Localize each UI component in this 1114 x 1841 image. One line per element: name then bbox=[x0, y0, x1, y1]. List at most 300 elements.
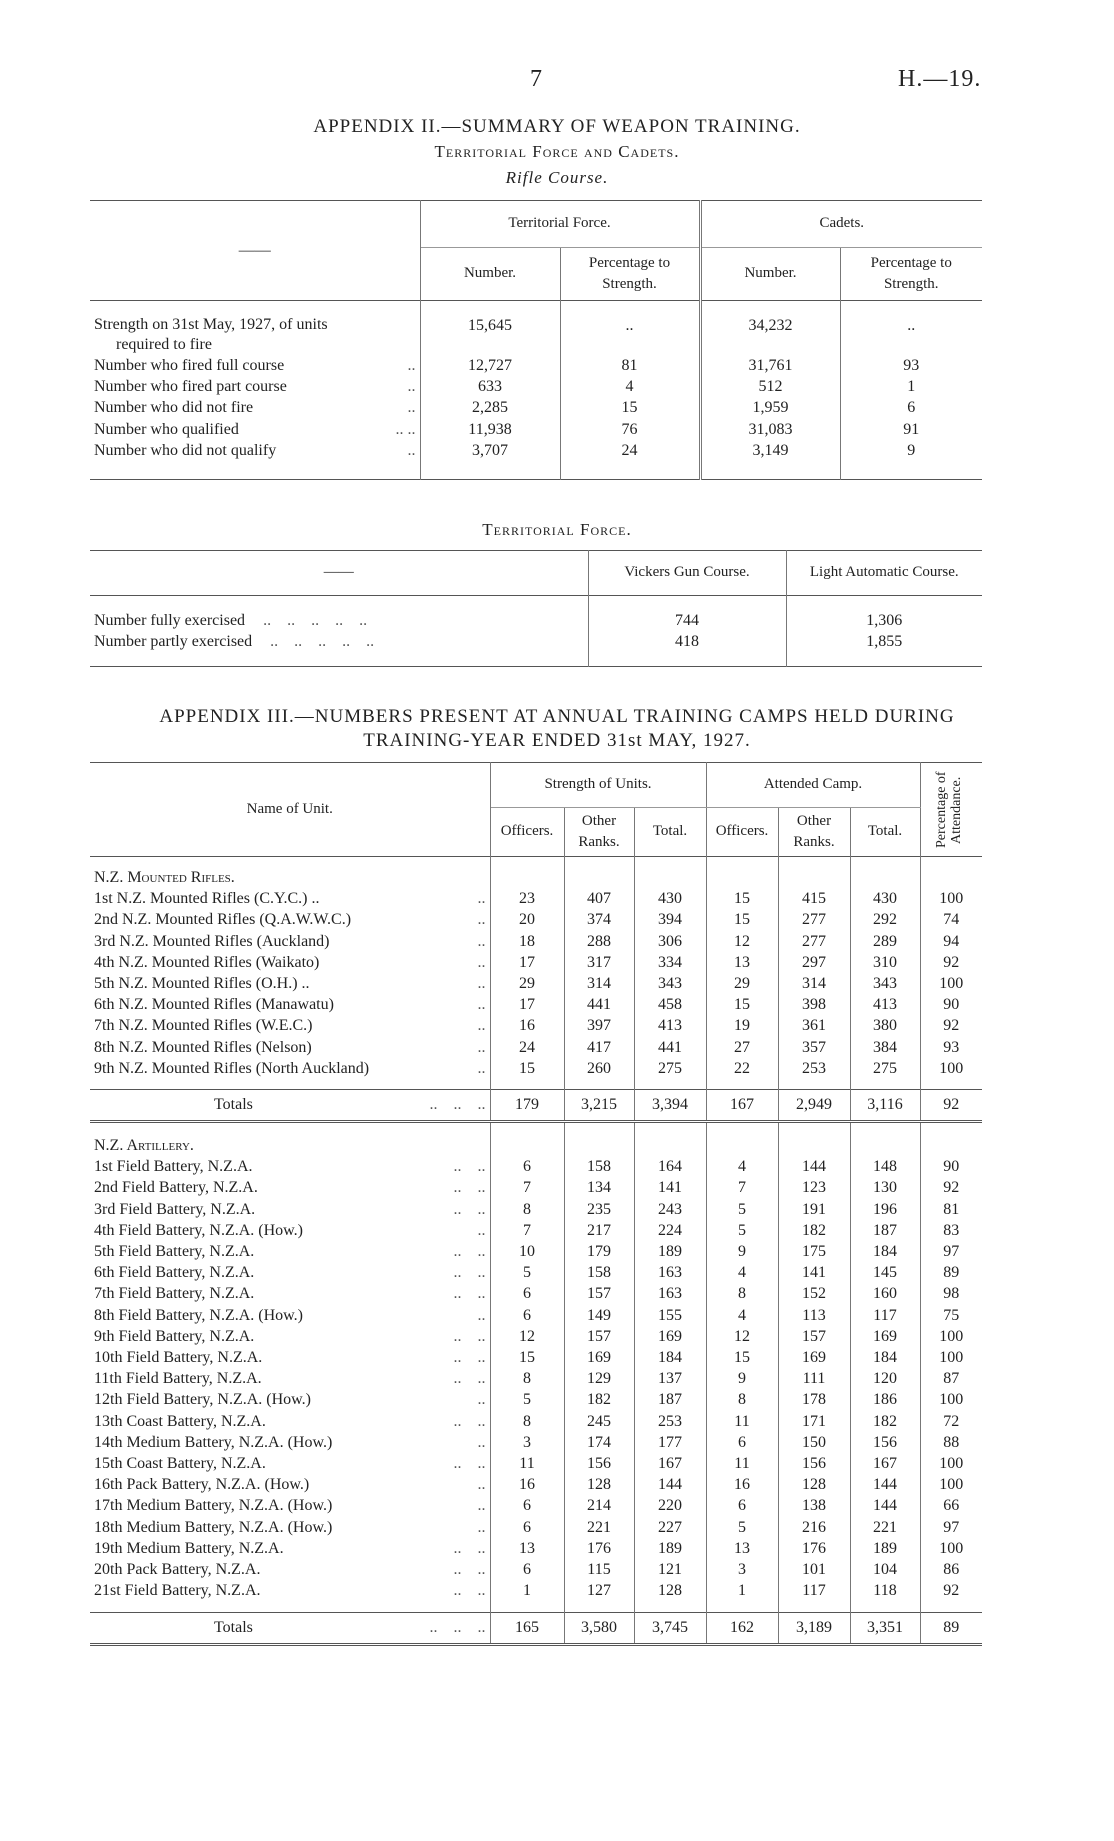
officers-value: 1 bbox=[490, 1580, 564, 1601]
unit-name: 12th Field Battery, N.Z.A. (How.) bbox=[94, 1391, 311, 1409]
other-ranks-value: 127 bbox=[564, 1580, 634, 1601]
unit-name: 14th Medium Battery, N.Z.A. (How.) bbox=[94, 1433, 333, 1451]
attended-other-ranks-value: 144 bbox=[778, 1156, 850, 1177]
attended-other-ranks-value: 117 bbox=[778, 1580, 850, 1601]
attended-other-ranks-value: 156 bbox=[778, 1453, 850, 1474]
officers-value: 6 bbox=[490, 1559, 564, 1580]
percentage-value: 98 bbox=[943, 1285, 960, 1303]
attended-other-ranks-value: 150 bbox=[778, 1432, 850, 1453]
attended-other-ranks-value: 314 bbox=[778, 973, 850, 994]
total-value: 441 bbox=[634, 1037, 706, 1058]
unit-name: 17th Medium Battery, N.Z.A. (How.) bbox=[94, 1497, 333, 1515]
leader-dots: .. .. bbox=[453, 1582, 486, 1600]
leader-dots: .. .. bbox=[453, 1539, 486, 1557]
attended-total-value: 148 bbox=[850, 1156, 920, 1177]
attended-other-ranks-value: 171 bbox=[778, 1411, 850, 1432]
stub-dash: —— bbox=[90, 551, 588, 596]
other-ranks-value: 115 bbox=[564, 1559, 634, 1580]
table-row bbox=[90, 952, 982, 973]
cadets-number: 512 bbox=[700, 376, 840, 397]
total-total: 3,394 bbox=[634, 1090, 706, 1122]
unit-name: 4th Field Battery, N.Z.A. (How.) bbox=[94, 1221, 303, 1239]
attended-other-ranks-value: 178 bbox=[778, 1389, 850, 1410]
leader-dots: .. .. .. .. .. bbox=[263, 612, 368, 629]
leader-dots: .. bbox=[477, 1017, 486, 1035]
other-ranks-value: 407 bbox=[564, 888, 634, 909]
attended-other-ranks-value: 169 bbox=[778, 1347, 850, 1368]
light-automatic-value: 1,306 bbox=[866, 612, 903, 629]
other-ranks-value: 174 bbox=[564, 1432, 634, 1453]
tf-percentage: 81 bbox=[560, 355, 700, 376]
percentage-value: 100 bbox=[939, 1455, 964, 1473]
cadets-number: 31,083 bbox=[700, 419, 840, 440]
attended-officers-value: 6 bbox=[706, 1495, 778, 1516]
attended-total-value: 186 bbox=[850, 1389, 920, 1410]
attended-officers-value: 5 bbox=[706, 1220, 778, 1241]
stub-dash: —— bbox=[90, 201, 420, 301]
percentage-value: 74 bbox=[943, 911, 960, 929]
attended-other-ranks-value: 111 bbox=[778, 1368, 850, 1389]
table-row bbox=[90, 1538, 982, 1559]
totals-row bbox=[90, 1090, 982, 1122]
col-header-cadets-number: Number. bbox=[700, 248, 840, 301]
attended-total-value: 310 bbox=[850, 952, 920, 973]
table-row bbox=[90, 1432, 982, 1453]
attended-officers-value: 8 bbox=[706, 1389, 778, 1410]
total-value: 243 bbox=[634, 1199, 706, 1220]
attended-officers-value: 12 bbox=[706, 931, 778, 952]
total-value: 458 bbox=[634, 994, 706, 1015]
leader-dots: .. .. .. .. .. bbox=[270, 633, 375, 651]
attended-officers-value: 12 bbox=[706, 1326, 778, 1347]
percentage-value: 97 bbox=[943, 1518, 960, 1536]
attended-total-value: 130 bbox=[850, 1177, 920, 1198]
percentage-value: 90 bbox=[943, 996, 960, 1014]
leader-dots: .. .. bbox=[453, 1455, 486, 1473]
attended-total-value: 144 bbox=[850, 1474, 920, 1495]
total-value: 155 bbox=[634, 1305, 706, 1326]
col-header-percentage: Percentage of Attendance. bbox=[934, 771, 965, 848]
table-row bbox=[90, 1453, 982, 1474]
row-label-continued: required to fire bbox=[116, 336, 212, 353]
officers-value: 8 bbox=[490, 1368, 564, 1389]
table-row bbox=[90, 1517, 982, 1538]
table-row bbox=[90, 973, 982, 994]
percentage-value: 97 bbox=[943, 1243, 960, 1261]
officers-value: 8 bbox=[490, 1411, 564, 1432]
total-value: 343 bbox=[634, 973, 706, 994]
leader-dots: .. bbox=[477, 932, 486, 950]
attended-other-ranks-value: 361 bbox=[778, 1015, 850, 1036]
unit-name: 20th Pack Battery, N.Z.A. bbox=[94, 1561, 261, 1579]
attended-total-value: 145 bbox=[850, 1262, 920, 1283]
attended-officers-value: 4 bbox=[706, 1156, 778, 1177]
total-value: 224 bbox=[634, 1220, 706, 1241]
attended-total-value: 169 bbox=[850, 1326, 920, 1347]
total-value: 177 bbox=[634, 1432, 706, 1453]
leader-dots: .. bbox=[477, 996, 486, 1014]
leader-dots: .. .. bbox=[453, 1179, 486, 1197]
attended-other-ranks-value: 191 bbox=[778, 1199, 850, 1220]
unit-name: 5th Field Battery, N.Z.A. bbox=[94, 1243, 255, 1261]
total-value: 430 bbox=[634, 888, 706, 909]
percentage-value: 87 bbox=[943, 1370, 960, 1388]
leader-dots: .. .. bbox=[453, 1243, 486, 1261]
unit-name: 10th Field Battery, N.Z.A. bbox=[94, 1349, 263, 1367]
unit-name: 2nd Field Battery, N.Z.A. bbox=[94, 1179, 258, 1197]
table-row bbox=[90, 1058, 982, 1079]
table-row bbox=[90, 1199, 982, 1220]
leader-dots: .. bbox=[477, 1059, 486, 1077]
attended-officers-value: 9 bbox=[706, 1368, 778, 1389]
percentage-value: 89 bbox=[943, 1264, 960, 1282]
officers-value: 7 bbox=[490, 1177, 564, 1198]
other-ranks-value: 158 bbox=[564, 1262, 634, 1283]
total-value: 189 bbox=[634, 1538, 706, 1559]
table-row bbox=[90, 888, 982, 909]
attended-other-ranks-value: 277 bbox=[778, 909, 850, 930]
total-value: 163 bbox=[634, 1283, 706, 1304]
other-ranks-value: 169 bbox=[564, 1347, 634, 1368]
col-header-attended-officers: Officers. bbox=[706, 808, 778, 857]
attended-other-ranks-value: 216 bbox=[778, 1517, 850, 1538]
gun-course-table bbox=[90, 550, 982, 667]
attended-officers-value: 8 bbox=[706, 1283, 778, 1304]
officers-value: 17 bbox=[490, 994, 564, 1015]
attended-total-value: 292 bbox=[850, 909, 920, 930]
other-ranks-value: 221 bbox=[564, 1517, 634, 1538]
light-automatic-value: 1,855 bbox=[866, 633, 903, 651]
cadets-percentage: 93 bbox=[903, 357, 920, 374]
other-ranks-value: 179 bbox=[564, 1241, 634, 1262]
leader-dots: .. .. .. bbox=[429, 1096, 486, 1114]
leader-dots: .. bbox=[477, 1306, 486, 1324]
unit-name: 5th N.Z. Mounted Rifles (O.H.) .. bbox=[94, 975, 310, 993]
attended-officers-value: 13 bbox=[706, 1538, 778, 1559]
attended-other-ranks-value: 157 bbox=[778, 1326, 850, 1347]
percentage-value: 100 bbox=[939, 890, 964, 908]
attended-officers-value: 6 bbox=[706, 1432, 778, 1453]
attended-officers-value: 15 bbox=[706, 1347, 778, 1368]
attended-other-ranks-value: 398 bbox=[778, 994, 850, 1015]
total-attended-officers: 162 bbox=[706, 1612, 778, 1644]
appendix-2-subtitle: Territorial Force and Cadets. bbox=[434, 142, 680, 161]
attended-other-ranks-value: 175 bbox=[778, 1241, 850, 1262]
cadets-number: 1,959 bbox=[700, 397, 840, 418]
attended-total-value: 160 bbox=[850, 1283, 920, 1304]
percentage-value: 75 bbox=[943, 1306, 960, 1324]
other-ranks-value: 288 bbox=[564, 931, 634, 952]
percentage-value: 90 bbox=[943, 1158, 960, 1176]
attended-officers-value: 19 bbox=[706, 1015, 778, 1036]
leader-dots: .. bbox=[477, 1476, 486, 1494]
tf-percentage: 76 bbox=[560, 419, 700, 440]
officers-value: 15 bbox=[490, 1347, 564, 1368]
attended-officers-value: 7 bbox=[706, 1177, 778, 1198]
officers-value: 10 bbox=[490, 1241, 564, 1262]
other-ranks-value: 235 bbox=[564, 1199, 634, 1220]
unit-name: 11th Field Battery, N.Z.A. bbox=[94, 1370, 262, 1388]
table-row bbox=[90, 610, 982, 631]
leader-dots: .. .. bbox=[453, 1561, 486, 1579]
col-header-cadets-percentage: Percentage to Strength. bbox=[870, 254, 952, 292]
unit-name: 2nd N.Z. Mounted Rifles (Q.A.W.W.C.) bbox=[94, 911, 352, 929]
attended-other-ranks-value: 176 bbox=[778, 1538, 850, 1559]
table-row bbox=[90, 440, 982, 461]
percentage-value: 86 bbox=[943, 1561, 960, 1579]
table-row bbox=[90, 1326, 982, 1347]
attended-total-value: 167 bbox=[850, 1453, 920, 1474]
leader-dots: .. bbox=[477, 975, 486, 993]
vickers-value: 418 bbox=[588, 631, 786, 652]
leader-dots: .. .. bbox=[453, 1370, 486, 1388]
row-label: Number who qualified bbox=[94, 420, 239, 438]
table-row bbox=[90, 1177, 982, 1198]
attended-total-value: 144 bbox=[850, 1495, 920, 1516]
group-header-attended: Attended Camp. bbox=[706, 763, 920, 808]
col-header-tf-percentage: Percentage to Strength. bbox=[560, 248, 700, 301]
officers-value: 3 bbox=[490, 1432, 564, 1453]
attended-total-value: 187 bbox=[850, 1220, 920, 1241]
territorial-force-heading: Territorial Force. bbox=[482, 520, 632, 539]
cadets-percentage: 1 bbox=[907, 378, 916, 396]
page-number: 7 bbox=[530, 66, 542, 92]
leader-dots: .. bbox=[477, 1038, 486, 1056]
total-value: 187 bbox=[634, 1389, 706, 1410]
officers-value: 18 bbox=[490, 931, 564, 952]
total-value: 164 bbox=[634, 1156, 706, 1177]
tf-percentage: 4 bbox=[560, 376, 700, 397]
attended-total-value: 275 bbox=[850, 1058, 920, 1079]
total-officers: 179 bbox=[490, 1090, 564, 1122]
percentage-value: 100 bbox=[939, 1539, 964, 1557]
total-attended-total: 3,116 bbox=[850, 1090, 920, 1122]
total-value: 167 bbox=[634, 1453, 706, 1474]
attended-total-value: 120 bbox=[850, 1368, 920, 1389]
total-value: 137 bbox=[634, 1368, 706, 1389]
total-value: 141 bbox=[634, 1177, 706, 1198]
unit-name: 7th N.Z. Mounted Rifles (W.E.C.) bbox=[94, 1017, 313, 1035]
attended-total-value: 221 bbox=[850, 1517, 920, 1538]
total-total: 3,745 bbox=[634, 1612, 706, 1644]
leader-dots: .. .. bbox=[453, 1349, 486, 1367]
leader-dots: .. .. bbox=[395, 420, 416, 438]
table-row bbox=[90, 1015, 982, 1036]
other-ranks-value: 214 bbox=[564, 1495, 634, 1516]
row-label: Strength on 31st May, 1927, of units bbox=[94, 316, 328, 333]
table-row bbox=[90, 1495, 982, 1516]
leader-dots: .. bbox=[477, 953, 486, 971]
tf-percentage: 24 bbox=[560, 440, 700, 461]
rifle-course-table bbox=[90, 200, 982, 480]
percentage-value: 72 bbox=[943, 1412, 960, 1430]
camps-table bbox=[90, 762, 982, 1646]
leader-dots: .. bbox=[407, 399, 416, 417]
officers-value: 8 bbox=[490, 1199, 564, 1220]
attended-other-ranks-value: 101 bbox=[778, 1559, 850, 1580]
attended-officers-value: 1 bbox=[706, 1580, 778, 1601]
other-ranks-value: 260 bbox=[564, 1058, 634, 1079]
appendix-3-title-line2: TRAINING-YEAR ENDED 31st MAY, 1927. bbox=[363, 730, 751, 751]
unit-name: 18th Medium Battery, N.Z.A. (How.) bbox=[94, 1518, 333, 1536]
unit-name: 3rd N.Z. Mounted Rifles (Auckland) bbox=[94, 932, 330, 950]
unit-name: 13th Coast Battery, N.Z.A. bbox=[94, 1412, 266, 1430]
other-ranks-value: 129 bbox=[564, 1368, 634, 1389]
table-row bbox=[90, 1241, 982, 1262]
attended-officers-value: 16 bbox=[706, 1474, 778, 1495]
percentage-value: 100 bbox=[939, 975, 964, 993]
tf-number: 3,707 bbox=[420, 440, 560, 461]
unit-name: 6th N.Z. Mounted Rifles (Manawatu) bbox=[94, 996, 334, 1014]
officers-value: 5 bbox=[490, 1262, 564, 1283]
other-ranks-value: 157 bbox=[564, 1326, 634, 1347]
attended-officers-value: 3 bbox=[706, 1559, 778, 1580]
table-row bbox=[90, 419, 982, 440]
unit-name: 7th Field Battery, N.Z.A. bbox=[94, 1285, 255, 1303]
leader-dots: .. .. bbox=[453, 1327, 486, 1345]
table-row bbox=[90, 397, 982, 418]
total-value: 189 bbox=[634, 1241, 706, 1262]
attended-officers-value: 11 bbox=[706, 1453, 778, 1474]
attended-other-ranks-value: 277 bbox=[778, 931, 850, 952]
attended-officers-value: 5 bbox=[706, 1199, 778, 1220]
total-value: 220 bbox=[634, 1495, 706, 1516]
table-row bbox=[90, 376, 982, 397]
other-ranks-value: 182 bbox=[564, 1389, 634, 1410]
leader-dots: .. .. bbox=[453, 1158, 486, 1176]
attended-total-value: 196 bbox=[850, 1199, 920, 1220]
attended-other-ranks-value: 253 bbox=[778, 1058, 850, 1079]
table-row bbox=[90, 994, 982, 1015]
group-header-territorial: Territorial Force. bbox=[420, 201, 700, 248]
leader-dots: .. .. bbox=[453, 1264, 486, 1282]
leader-dots: .. bbox=[407, 441, 416, 459]
total-value: 169 bbox=[634, 1326, 706, 1347]
leader-dots: .. bbox=[407, 357, 416, 374]
other-ranks-value: 317 bbox=[564, 952, 634, 973]
total-value: 413 bbox=[634, 1015, 706, 1036]
attended-officers-value: 15 bbox=[706, 888, 778, 909]
tf-number: 2,285 bbox=[420, 397, 560, 418]
other-ranks-value: 128 bbox=[564, 1474, 634, 1495]
total-percentage: 89 bbox=[943, 1618, 960, 1636]
leader-dots: .. bbox=[477, 890, 486, 908]
cadets-number: 3,149 bbox=[700, 440, 840, 461]
col-header-attended-total: Total. bbox=[850, 808, 920, 857]
percentage-value: 88 bbox=[943, 1433, 960, 1451]
attended-other-ranks-value: 297 bbox=[778, 952, 850, 973]
attended-other-ranks-value: 123 bbox=[778, 1177, 850, 1198]
unit-name: 9th Field Battery, N.Z.A. bbox=[94, 1327, 255, 1345]
appendix-3-title-line1: APPENDIX III.—NUMBERS PRESENT AT ANNUAL TRAINING CAMPS HELD DURING bbox=[159, 706, 955, 727]
attended-total-value: 384 bbox=[850, 1037, 920, 1058]
officers-value: 12 bbox=[490, 1326, 564, 1347]
unit-name: 4th N.Z. Mounted Rifles (Waikato) bbox=[94, 953, 320, 971]
total-other-ranks: 3,580 bbox=[564, 1612, 634, 1644]
officers-value: 6 bbox=[490, 1283, 564, 1304]
attended-officers-value: 22 bbox=[706, 1058, 778, 1079]
total-value: 144 bbox=[634, 1474, 706, 1495]
leader-dots: .. bbox=[407, 378, 416, 396]
officers-value: 17 bbox=[490, 952, 564, 973]
attended-officers-value: 5 bbox=[706, 1517, 778, 1538]
unit-name: 8th Field Battery, N.Z.A. (How.) bbox=[94, 1306, 303, 1324]
other-ranks-value: 134 bbox=[564, 1177, 634, 1198]
percentage-value: 92 bbox=[943, 1017, 960, 1035]
total-attended-officers: 167 bbox=[706, 1090, 778, 1122]
col-header-total: Total. bbox=[634, 808, 706, 857]
attended-total-value: 117 bbox=[850, 1305, 920, 1326]
tf-number: 12,727 bbox=[420, 355, 560, 376]
totals-label: Totals bbox=[214, 1096, 253, 1114]
table-row bbox=[90, 1580, 982, 1601]
col-header-officers: Officers. bbox=[490, 808, 564, 857]
table-row bbox=[90, 355, 982, 376]
attended-officers-value: 29 bbox=[706, 973, 778, 994]
percentage-value: 92 bbox=[943, 953, 960, 971]
attended-other-ranks-value: 357 bbox=[778, 1037, 850, 1058]
percentage-value: 100 bbox=[939, 1059, 964, 1077]
table-row bbox=[90, 1262, 982, 1283]
officers-value: 16 bbox=[490, 1474, 564, 1495]
unit-name: 16th Pack Battery, N.Z.A. (How.) bbox=[94, 1476, 310, 1494]
attended-officers-value: 4 bbox=[706, 1305, 778, 1326]
attended-officers-value: 4 bbox=[706, 1262, 778, 1283]
total-attended-total: 3,351 bbox=[850, 1612, 920, 1644]
row-label: Number who fired full course bbox=[94, 357, 285, 374]
unit-name: 21st Field Battery, N.Z.A. bbox=[94, 1582, 261, 1600]
table-row bbox=[90, 1411, 982, 1432]
attended-total-value: 189 bbox=[850, 1538, 920, 1559]
attended-total-value: 380 bbox=[850, 1015, 920, 1036]
percentage-value: 66 bbox=[943, 1497, 960, 1515]
cadets-percentage: 91 bbox=[903, 420, 920, 438]
table-row bbox=[90, 1368, 982, 1389]
percentage-value: 81 bbox=[943, 1200, 960, 1218]
section-title: N.Z. Artillery. bbox=[90, 1135, 490, 1156]
attended-other-ranks-value: 113 bbox=[778, 1305, 850, 1326]
tf-number: 633 bbox=[420, 376, 560, 397]
officers-value: 6 bbox=[490, 1495, 564, 1516]
row-label: Number who did not fire bbox=[94, 399, 254, 417]
col-header-tf-number: Number. bbox=[420, 248, 560, 301]
camps-table-body bbox=[90, 857, 982, 1645]
attended-other-ranks-value: 182 bbox=[778, 1220, 850, 1241]
table-row bbox=[90, 1559, 982, 1580]
table-row bbox=[90, 1283, 982, 1304]
attended-other-ranks-value: 415 bbox=[778, 888, 850, 909]
table-row bbox=[90, 1156, 982, 1177]
total-value: 394 bbox=[634, 909, 706, 930]
row-label: Number fully exercised bbox=[94, 612, 246, 629]
total-value: 227 bbox=[634, 1517, 706, 1538]
col-header-unit-name: Name of Unit. bbox=[90, 763, 490, 857]
table-row bbox=[90, 1474, 982, 1495]
attended-officers-value: 13 bbox=[706, 952, 778, 973]
tf-number: 15,645 bbox=[420, 315, 560, 355]
officers-value: 15 bbox=[490, 1058, 564, 1079]
officers-value: 20 bbox=[490, 909, 564, 930]
totals-label: Totals bbox=[214, 1618, 253, 1636]
total-officers: 165 bbox=[490, 1612, 564, 1644]
attended-total-value: 184 bbox=[850, 1241, 920, 1262]
row-label: Number partly exercised bbox=[94, 633, 253, 651]
table-row bbox=[90, 1037, 982, 1058]
cadets-percentage: 6 bbox=[907, 399, 916, 417]
other-ranks-value: 417 bbox=[564, 1037, 634, 1058]
attended-officers-value: 15 bbox=[706, 909, 778, 930]
leader-dots: .. .. bbox=[453, 1285, 486, 1303]
